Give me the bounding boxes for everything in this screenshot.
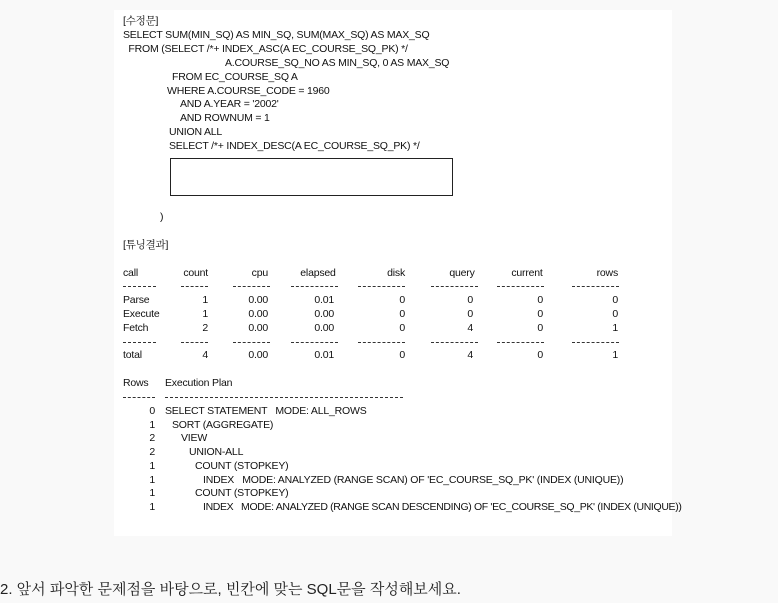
sql-line: AND A.YEAR = '2002'	[180, 98, 279, 110]
separator	[165, 397, 403, 398]
cell: Parse	[123, 294, 150, 306]
plan-header-rows: Rows	[123, 377, 149, 389]
cell: 0	[399, 349, 405, 361]
separator	[497, 286, 544, 287]
sql-line: FROM EC_COURSE_SQ A	[172, 71, 298, 83]
cell: 0.00	[248, 294, 268, 306]
plan-row-operation: SELECT STATEMENT MODE: ALL_ROWS	[165, 405, 367, 417]
stats-header-elapsed: elapsed	[300, 267, 336, 279]
cell: 0	[537, 322, 543, 334]
cell: 0.01	[314, 294, 334, 306]
plan-row-count: 1	[149, 419, 155, 431]
cell: 0	[537, 294, 543, 306]
cell: 0	[399, 294, 405, 306]
cell: 0	[537, 308, 543, 320]
answer-blank-box[interactable]	[170, 158, 453, 196]
separator	[123, 397, 155, 398]
cell: 0	[467, 294, 473, 306]
sql-line: )	[160, 211, 164, 223]
cell: 0	[612, 294, 618, 306]
separator	[431, 342, 478, 343]
stats-header-cpu: cpu	[251, 267, 268, 279]
plan-row-count: 1	[149, 501, 155, 513]
plan-row-operation: INDEX MODE: ANALYZED (RANGE SCAN) OF 'EC_COURSE_SQ_PK' (INDEX (UNIQUE))	[203, 474, 624, 486]
sql-line: SELECT /*+ INDEX_DESC(A EC_COURSE_SQ_PK) */	[169, 140, 420, 152]
sql-line: UNION ALL	[169, 126, 223, 138]
plan-row-count: 1	[149, 487, 155, 499]
plan-row-operation: COUNT (STOPKEY)	[195, 487, 289, 499]
stats-header-query: query	[449, 267, 475, 279]
cell: 0	[399, 322, 405, 334]
separator	[572, 286, 619, 287]
sql-line: WHERE A.COURSE_CODE = 1960	[167, 85, 330, 97]
stats-header-current: current	[511, 267, 543, 279]
cell: 0.01	[314, 349, 334, 361]
sql-line: SELECT SUM(MIN_SQ) AS MIN_SQ, SUM(MAX_SQ) AS MAX_SQ	[123, 29, 430, 41]
cell: 4	[467, 322, 473, 334]
plan-row-count: 2	[149, 432, 155, 444]
separator	[233, 342, 270, 343]
separator	[123, 286, 156, 287]
cell: 1	[612, 349, 618, 361]
question-text: 2. 앞서 파악한 문제점을 바탕으로, 빈칸에 맞는 SQL문을 작성해보세요.	[0, 581, 461, 598]
sql-section-title: [수정문]	[123, 15, 159, 27]
cell: 1	[202, 294, 208, 306]
stats-header-call: call	[123, 267, 138, 279]
cell: 4	[467, 349, 473, 361]
stats-header-rows: rows	[596, 267, 618, 279]
plan-row-operation: VIEW	[181, 432, 208, 444]
separator	[431, 286, 478, 287]
cell: 0.00	[248, 349, 268, 361]
separator	[181, 286, 208, 287]
plan-row-count: 2	[149, 446, 155, 458]
plan-header-execution-plan: Execution Plan	[165, 377, 233, 389]
cell: 0.00	[248, 308, 268, 320]
plan-row-operation: UNION-ALL	[189, 446, 244, 458]
cell: 1	[202, 308, 208, 320]
sql-line: FROM (SELECT /*+ INDEX_ASC(A EC_COURSE_SQ_PK) */	[123, 43, 408, 55]
cell: Fetch	[123, 322, 149, 334]
separator	[497, 342, 544, 343]
cell: 0	[467, 308, 473, 320]
cell: 1	[612, 322, 618, 334]
separator	[181, 342, 208, 343]
cell: Execute	[123, 308, 160, 320]
plan-row-operation: COUNT (STOPKEY)	[195, 460, 289, 472]
separator	[233, 286, 270, 287]
sql-line: A.COURSE_SQ_NO AS MIN_SQ, 0 AS MAX_SQ	[225, 57, 450, 69]
cell: 2	[202, 322, 208, 334]
cell: 0	[537, 349, 543, 361]
cell: 0	[399, 308, 405, 320]
cell: 4	[202, 349, 208, 361]
stats-header-count: count	[183, 267, 208, 279]
cell: 0.00	[314, 308, 334, 320]
stats-header-disk: disk	[387, 267, 405, 279]
plan-row-operation: INDEX MODE: ANALYZED (RANGE SCAN DESCENDING) OF 'EC_COURSE_SQ_PK' (INDEX (UNIQUE))	[203, 501, 682, 513]
plan-row-operation: SORT (AGGREGATE)	[172, 419, 274, 431]
cell: 0.00	[314, 322, 334, 334]
separator	[291, 342, 338, 343]
separator	[572, 342, 619, 343]
plan-row-count: 0	[149, 405, 155, 417]
cell: 0	[612, 308, 618, 320]
plan-row-count: 1	[149, 474, 155, 486]
cell: 0.00	[248, 322, 268, 334]
separator	[358, 342, 405, 343]
sql-figure	[114, 10, 682, 536]
plan-row-count: 1	[149, 460, 155, 472]
separator	[358, 286, 405, 287]
sql-line: AND ROWNUM = 1	[180, 112, 270, 124]
tuning-section-title: [튜닝결과]	[123, 239, 169, 251]
separator	[123, 342, 156, 343]
cell: total	[123, 349, 142, 361]
separator	[291, 286, 338, 287]
